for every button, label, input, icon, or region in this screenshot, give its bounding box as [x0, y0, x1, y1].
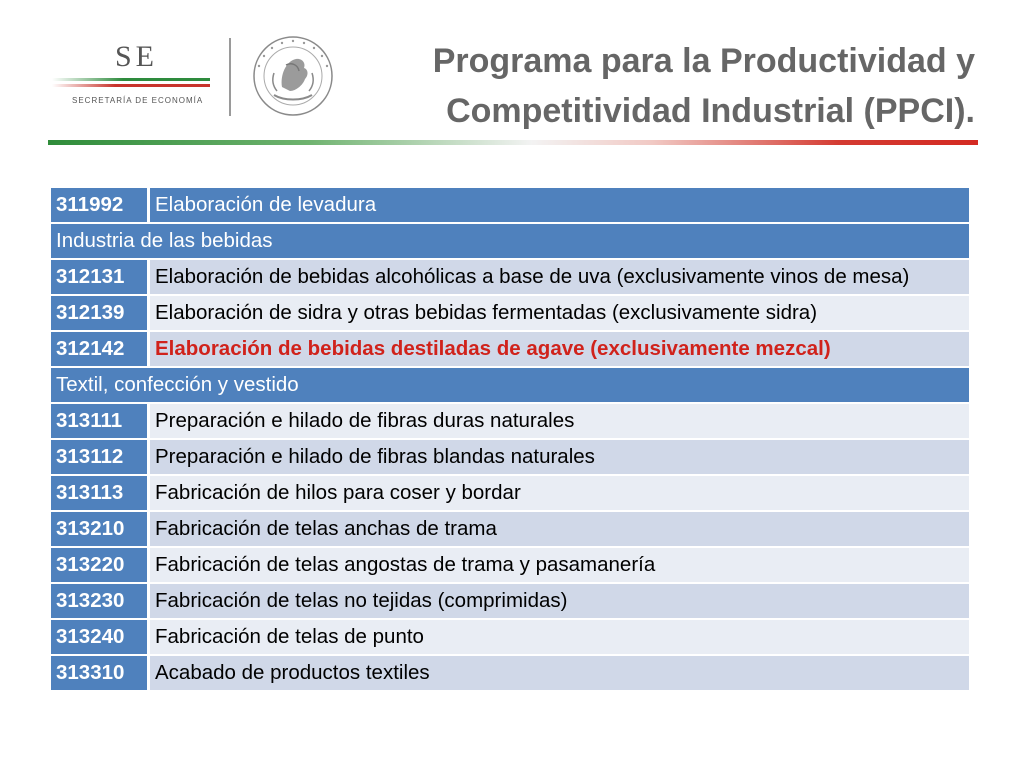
row-description: Fabricación de telas de punto [150, 620, 972, 656]
table-row-highlighted [51, 332, 972, 368]
row-description: Fabricación de telas anchas de trama [150, 512, 972, 548]
row-code: 313112 [51, 440, 150, 476]
row-code: 312142 [51, 332, 150, 368]
category-label: Textil, confección y vestido [51, 368, 972, 404]
table-row [51, 296, 972, 332]
row-description: Preparación e hilado de fibras duras naturales [150, 404, 972, 440]
table-row [51, 188, 972, 224]
row-code: 313113 [51, 476, 150, 512]
row-description: Fabricación de telas no tejidas (comprimidas) [150, 584, 972, 620]
row-code: 313230 [51, 584, 150, 620]
category-row [51, 368, 972, 404]
row-code: 313310 [51, 656, 150, 692]
row-description: Elaboración de levadura [150, 188, 972, 224]
logo-divider [229, 38, 231, 116]
industry-codes-table [51, 188, 972, 692]
slide-title-line-2: Competitividad Industrial (PPCI). [446, 92, 975, 130]
row-description: Acabado de productos textiles [150, 656, 972, 692]
table-row [51, 476, 972, 512]
se-logo-letters: SE [115, 40, 159, 73]
row-code: 313220 [51, 548, 150, 584]
se-logo-subtitle: SECRETARÍA DE ECONOMÍA [72, 96, 204, 105]
row-code: 313240 [51, 620, 150, 656]
row-description: Preparación e hilado de fibras blandas naturales [150, 440, 972, 476]
category-label: Industria de las bebidas [51, 224, 972, 260]
category-row [51, 224, 972, 260]
row-code: 313111 [51, 404, 150, 440]
row-code: 312131 [51, 260, 150, 296]
table-row [51, 404, 972, 440]
table-row [51, 656, 972, 692]
slide-title [365, 36, 975, 136]
table-row [51, 260, 972, 296]
table-row [51, 584, 972, 620]
row-description: Elaboración de bebidas destiladas de agave (exclusivamente mezcal) [150, 332, 972, 368]
table-row [51, 512, 972, 548]
se-logo [52, 40, 212, 110]
table-row [51, 548, 972, 584]
table-row [51, 620, 972, 656]
mexican-seal-icon [252, 35, 334, 117]
row-description: Elaboración de sidra y otras bebidas fermentadas (exclusivamente sidra) [150, 296, 972, 332]
title-color-bar [48, 140, 978, 145]
table-row [51, 440, 972, 476]
row-description: Fabricación de telas angostas de trama y pasamanería [150, 548, 972, 584]
row-code: 312139 [51, 296, 150, 332]
slide-title-line-1: Programa para la Productividad y [432, 42, 975, 80]
se-logo-stripes [52, 78, 210, 90]
row-code: 311992 [51, 188, 150, 224]
row-code: 313210 [51, 512, 150, 548]
row-description: Elaboración de bebidas alcohólicas a base de uva (exclusivamente vinos de mesa) [150, 260, 972, 296]
row-description: Fabricación de hilos para coser y bordar [150, 476, 972, 512]
slide-header [0, 0, 1024, 150]
